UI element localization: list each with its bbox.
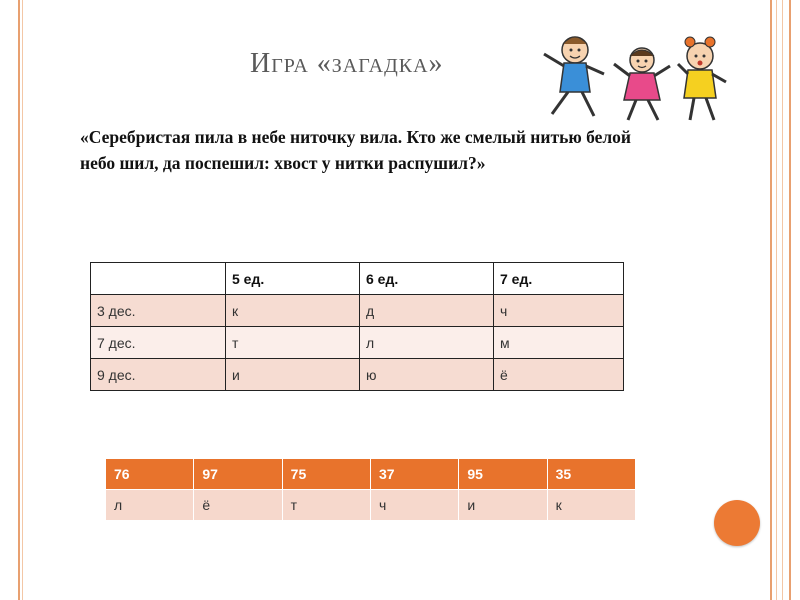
answer-number-cell: 75	[282, 459, 370, 490]
code-table-header-cell: 6 ед.	[360, 263, 494, 295]
code-table-cell: ё	[494, 359, 624, 391]
answer-number-cell: 37	[370, 459, 458, 490]
code-table	[90, 262, 624, 391]
answer-number-cell: 97	[194, 459, 282, 490]
code-table-cell: ю	[360, 359, 494, 391]
riddle-text: «Серебристая пила в небе ниточку вила. Кто же смелый нитью белой небо шил, да поспешил: хвост у нитки распушил?»	[80, 127, 632, 173]
code-table-cell: м	[494, 327, 624, 359]
answer-letter-cell: ё	[194, 490, 282, 521]
answer-letter-cell: и	[459, 490, 547, 521]
decorative-orange-circle	[714, 500, 760, 546]
code-table-header-cell: 5 ед.	[226, 263, 360, 295]
answer-numbers-row	[106, 459, 636, 490]
slide-title: Игра «загадка»	[250, 48, 444, 79]
code-table-cell: ч	[494, 295, 624, 327]
code-table-cell: к	[226, 295, 360, 327]
answer-number-cell: 35	[547, 459, 635, 490]
code-table-cell: т	[226, 327, 360, 359]
cartoon-kids-illustration	[530, 30, 740, 125]
answer-table	[105, 458, 636, 521]
answer-letter-cell: ч	[370, 490, 458, 521]
frame-line-right-thin-2	[782, 0, 783, 600]
code-table-cell: 7 дес.	[91, 327, 226, 359]
code-table-cell: и	[226, 359, 360, 391]
kid-pink-figure	[614, 48, 670, 120]
code-table-header-row	[91, 263, 624, 295]
frame-line-left-thin	[22, 0, 23, 600]
code-table-row	[91, 295, 624, 327]
code-table-cell: д	[360, 295, 494, 327]
frame-line-right-thin	[776, 0, 777, 600]
answer-number-cell: 76	[106, 459, 194, 490]
code-table-header-cell	[91, 263, 226, 295]
code-table-row	[91, 327, 624, 359]
code-table-cell: 3 дес.	[91, 295, 226, 327]
kid-blue-figure	[544, 37, 604, 116]
code-table-header-cell: 7 ед.	[494, 263, 624, 295]
code-table-row	[91, 359, 624, 391]
frame-line-left	[18, 0, 20, 600]
answer-letter-cell: т	[282, 490, 370, 521]
answer-letters-row	[106, 490, 636, 521]
code-table-cell: л	[360, 327, 494, 359]
answer-letter-cell: л	[106, 490, 194, 521]
answer-number-cell: 95	[459, 459, 547, 490]
answer-letter-cell: к	[547, 490, 635, 521]
code-table-cell: 9 дес.	[91, 359, 226, 391]
frame-line-right-outer	[789, 0, 791, 600]
frame-line-right	[770, 0, 772, 600]
kid-yellow-figure	[678, 37, 726, 120]
